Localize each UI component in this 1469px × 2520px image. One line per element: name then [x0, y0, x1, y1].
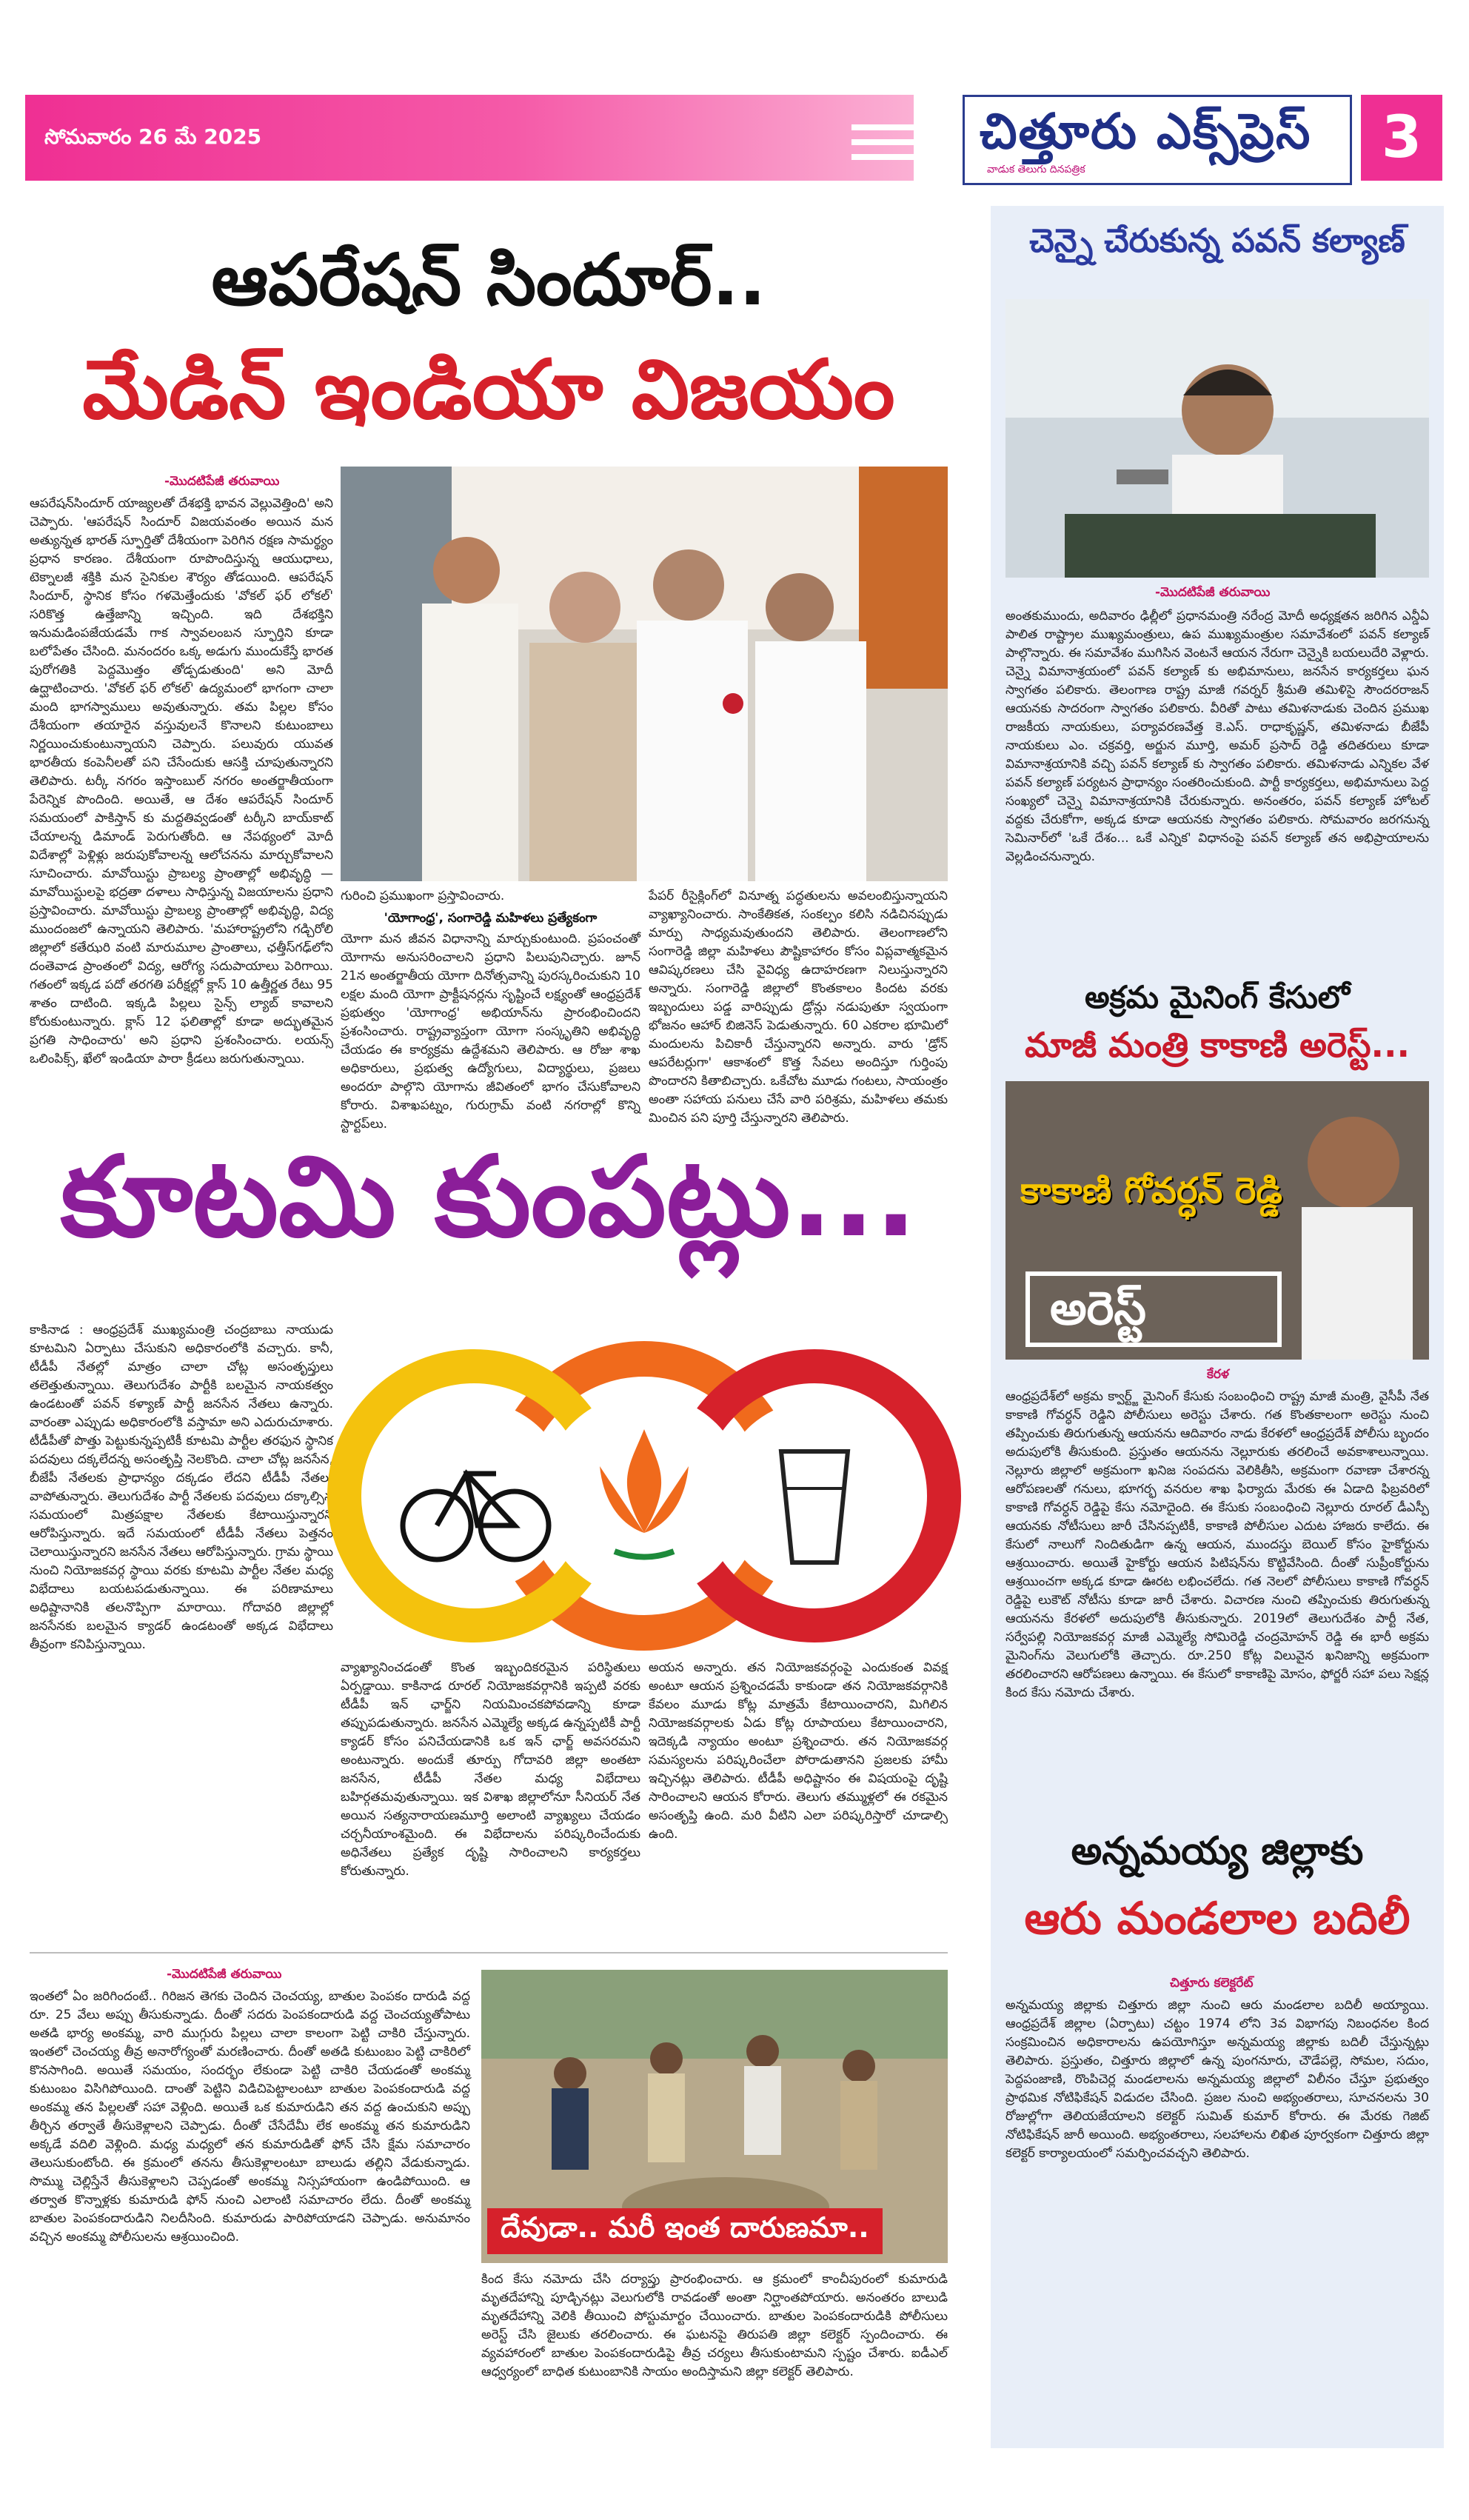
kakani-photo — [1005, 1081, 1429, 1360]
modi-photo — [341, 467, 948, 881]
story2-column-2: వ్యాఖ్యానించడంతో కొంత ఇబ్బందికరమైన పరిస్థితులు ఏర్పడ్డాయి. కాకినాడ రూరల్ నియోజకవర్గానికి ఇప్పటి వరకు టీడీపీ ఇన్ ఛార్జ్‌ని నియమించకపోవడాన్ని కూడా తప్పుపడుతున్నారు. జనసేన ఎమ్మెల్యే అక్కడ ఉన్నప్పటికీ పార్టీ క్యాడర్ కోసం పనిచేయడానికి ఒక ఇన్ ఛార్జ్ అవసరమని అంటున్నారు. అందుకే తూర్పు గోదావరి జిల్లా అంతటా జనసేన, టీడీపీ నేతల మధ్య విభేదాలు బహిర్గతమవుతున్నాయి. ఇక విశాఖ జిల్లాలోనూ సీనియర్ నేత అయిన సత్యనారాయణమూర్తి అలాంటి వ్యాఖ్యలు చేయడం చర్చనీయాంశమైంది. ఈ విభేదాలను పరిష్కరించేందుకు అధినేతలు ప్రత్యేక దృష్టి సారించాలని కార్యకర్తలు కోరుతున్నారు. — [341, 1660, 640, 1879]
issue-date: సోమవారం 26 మే 2025 — [44, 124, 262, 149]
party-symbols-graphic — [348, 1340, 940, 1651]
crime-scene-photo — [481, 1970, 948, 2263]
party-symbols-illustration — [348, 1340, 940, 1651]
kakani-photo-stamp: అరెస్ట్ — [1050, 1281, 1146, 1335]
sidebar-story3-body: అన్నమయ్య జిల్లాకు చిత్తూరు జిల్లా నుంచి ఆరు మండలాల బదిలీ అయ్యాయి. ఆంధ్రప్రదేశ్ జిల్లాల (ఏర్పాటు) చట్టం 1974 లోని 3వ విభాగపు నిబంధనల కింద సంక్రమించిన అధికారాలను ఉపయోగిస్తూ అన్నమయ్య జిల్లాకు బదిలీ చేస్తున్నట్లు తెలిపారు. ప్రస్తుతం, చిత్తూరు జిల్లాలో ఉన్న పుంగనూరు, చౌడేపల్లె, సోమల, సదుం, పెద్దపంజాణి, రొంపిచెర్ల మండలాలను అన్నమయ్య జిల్లాలో విలీనం చేస్తూ ప్రభుత్వం ప్రాథమిక నోటిఫికేషన్ విడుదల చేసింది. ప్రజల నుంచి అభ్యంతరాలు, సూచనలను 30 రోజుల్లోగా తెలియజేయాలని కలెక్టర్ సుమిత్ కుమార్ కోరారు. ఈ మేరకు గెజిట్ నోటిఫికేషన్ జారీ అయింది. అభ్యంతరాలు, సలహాలను లిఖిత పూర్వకంగా చిత్తూరు జిల్లా కలెక్టర్ కార్యాలయంలో సమర్పించవచ్చని తెలిపారు. — [1005, 1998, 1429, 2161]
story1-column-2: యోగా మన జీవన విధానాన్ని మార్చుకుంటుంది. ప్రపంచంతో యోగాను అనుసరించాలని ప్రధాని పిలుపునిచ్చారు. జూన్ 21న అంతర్జాతీయ యోగా దినోత్సవాన్ని పురస్కరించుకుని 10 లక్షల మంది యోగా ప్రాక్టీషనర్లను సృష్టించే లక్ష్యంతో ఆంధ్రప్రదేశ్ ప్రభుత్వం 'యోగాంధ్ర' అభియాన్‌ను ప్రారంభించిందని ప్రశంసించారు. రాష్ట్రవ్యాప్తంగా యోగా సంస్కృతిని అభివృద్ధి చేయడం ఈ కార్యక్రమ ఉద్దేశమని తెలిపారు. ఆ రోజు శాఖ అధికారులు, ప్రభుత్వ ఉద్యోగులు, విద్యార్థులు, ప్రజలు అందరూ పాల్గొని యోగాను జీవితంలో భాగం చేసుకోవాలని కోరారు. విశాఖపట్నం, గురుగ్రామ్ వంటి నగరాల్లో కొన్ని స్టార్టప్‌లు. — [341, 932, 640, 1132]
crime-photo-caption: దేవుడా.. మరీ ఇంత దారుణమా.. — [487, 2208, 883, 2254]
story1-credit: -మొదటిపేజీ తరువాయి — [164, 474, 280, 489]
story2-headline: కూటమి కుంపట్లు... — [60, 1133, 917, 1262]
sidebar-story1-body: అంతకుముందు, అదివారం ఢిల్లీలో ప్రధానమంత్రి నరేంద్ర మోదీ అధ్యక్షతన జరిగిన ఎన్డీఏ పాలిత రాష్ట్రాల ముఖ్యమంత్రులు, ఉప ముఖ్యమంత్రుల సమావేశంలో పవన్ కల్యాణ్ పాల్గొన్నారు. ఈ సమావేశం ముగిసిన వెంటనే ఆయన నేరుగా చెన్నైకి బయలుదేరి వెళ్లారు. చెన్నై విమానాశ్రయంలో పవన్ కల్యాణ్ కు అభిమానులు, జనసేన కార్యకర్తలు ఘన స్వాగతం పలికారు. తెలంగాణ రాష్ట్ర మాజీ గవర్నర్ శ్రీమతి తమిళిసై సౌందరరాజన్ ఆయనకు సాదరంగా స్వాగతం పలికారు. వీరితో పాటు తమిళనాడుకు చెందిన ప్రముఖ రాజకీయ నాయకులు, పర్యావరణవేత్త కె.ఎస్. రాధాకృష్ణన్, తమిళనాడు బీజేపీ నాయకులు ఎం. చక్రవర్తి, అర్జున మూర్తి, అమర్ ప్రసాద్ రెడ్డి తదితరులు కూడా విమానాశ్రయానికి వచ్చి పవన్ కల్యాణ్ కు స్వాగతం పలికారు. తమిళనాడు ఎన్నికల వేళ పవన్ కల్యాణ్ పర్యటన ప్రాధాన్యం సంతరించుకుంది. పార్టీ కార్యకర్తలు, అభిమానులు పెద్ద సంఖ్యలో చెన్నై విమానాశ్రయానికి చేరుకున్నారు. అనంతరం, పవన్ కల్యాణ్ హోటల్ వద్దకు చేరుకోగా, అక్కడ కూడా ఆయనకు స్వాగతం పలికారు. సోమవారం జరగనున్న సెమినార్‌లో 'ఒకే దేశం... ఒకే ఎన్నిక' విధానంపై పవన్ కల్యాణ్ తన అభిప్రాయాలను వెల్లడించనున్నారు. — [1005, 609, 1429, 864]
kakani-photo-title: కాకాణి గోవర్ధన్ రెడ్డి — [1020, 1170, 1282, 1211]
sidebar-story3-dateline: చిత్తూరు కలెక్టరేట్ — [1170, 1976, 1254, 1991]
masthead-title: చిత్తూరు ఎక్స్‌ప్రెస్ — [980, 103, 1312, 160]
section-divider — [30, 1952, 948, 1953]
sidebar-story2-kicker: అక్రమ మైనింగ్ కేసులో — [1084, 979, 1351, 1015]
pawan-kalyan-illustration — [1005, 299, 1429, 578]
story2-column-1: కాకినాడ : ఆంధ్రప్రదేశ్ ముఖ్యమంత్రి చంద్రబాబు నాయుడు కూటమిని ఏర్పాటు చేసుకుని అధికారంలోకి వచ్చారు. కానీ, టీడీపీ నేతల్లో మాత్రం చాలా చోట్ల అసంతృప్తులు తలెత్తుతున్నాయి. తెలుగుదేశం పార్టీకి బలమైన నాయకత్వం ఉండటంతో పవన్ కళ్యాణ్ పార్టీ జనసేన నేతలు ఉన్నారు. వారంతా ఎప్పుడు అధికారంలోకి వస్తామా అని ఎదురుచూశారు. టీడీపీతో పొత్తు పెట్టుకున్నప్పటికీ కూటమి పార్టీల తరఫున స్థానిక పదవులు దక్కలేదన్న అసంతృప్తి నెలకొంది. చాలా చోట్ల జనసేన, బీజేపీ నేతలకు ప్రాధాన్యం దక్కడం లేదని టీడీపీ నేతలు వాపోతున్నారు. తెలుగుదేశం పార్టీ నేతలకు పదవులు దక్కాల్సిన సమయంలో మిత్రపక్షాల నేతలకు కేటాయిస్తున్నారని ఆరోపిస్తున్నారు. ఇదే సమయంలో టీడీపీ నేతలు పెత్తనం చెలాయిస్తున్నారని జనసేన నేతలు ఆరోపిస్తున్నారు. గ్రామ స్థాయి నుంచి నియోజకవర్గ స్థాయి వరకు కూటమి పార్టీల నేతల మధ్య విభేదాలు బయటపడుతున్నాయి. ఈ పరిణామాలు అధిష్టానానికి తలనొప్పిగా మారాయి. గోదావరి జిల్లాల్లో జనసేనకు బలమైన క్యాడర్ ఉండటంతో అక్కడ విభేదాలు తీవ్రంగా కనిపిస్తున్నాయి. — [30, 1323, 333, 1652]
masthead-tagline: వాడుక తెలుగు దినపత్రిక — [987, 164, 1085, 176]
sidebar-story1-credit: -మొదటిపేజీ తరువాయి — [1155, 585, 1271, 600]
story1-column-3: పేపర్ రీసైక్లింగ్‌లో వినూత్న పద్ధతులను అవలంబిస్తున్నాయని వ్యాఖ్యానించారు. సాంకేతికత, సంకల్పం కలిసి నడిచినప్పుడు మార్పు సాధ్యమవుతుందని తెలిపారు. తెలంగాణలోని సంగారెడ్డి జిల్లా మహిళలు పౌష్టికాహారం కోసం విప్లవాత్మకమైన ఆవిష్కరణలు చేసి వైవిధ్య ఉదాహరణగా నిలుస్తున్నారని అన్నారు. సంగారెడ్డి జిల్లాలో కొంతకాలం కిందట వరకు ఇబ్బందులు పడ్డ వారిప్పుడు డ్రోన్లు నడుపుతూ స్వయంగా భోజనం ఆహార్ బిజినెస్ పెడుతున్నారు. 60 ఎకరాల భూమిలో మందులను పిచికారీ చేస్తున్నారని అన్నారు. వారు 'డ్రోన్ ఆపరేటర్లుగా' ఆకాశంలో కొత్త సేవలు అందిస్తూ గుర్తింపు పొందారని కితాబిచ్చారు. ఒకేచోట మూడు గంటలు, సాయంత్రం అంతా సహాయ పనులు చేసే వారి పరిశ్రమ, మహిళలు తమకు మించిన పని పూర్తి చేస్తున్నారని తెలిపారు. — [649, 889, 948, 1126]
masthead — [963, 95, 1352, 185]
sidebar-story3-subheadline: ఆరు మండలాల బదిలీ — [1024, 1893, 1411, 1945]
story3-column-1: ఇంతలో ఏం జరిగిందంటే.. గిరిజన తెగకు చెందిన చెంచయ్య, బాతుల పెంపకం దారుడి వద్ద రూ. 25 వేలు అప్పు తీసుకున్నాడు. దీంతో సదరు పెంపకందారుడి వద్ద చెంచయ్యతోపాటు అతడి భార్య అంకమ్మ, వారి ముగ్గురు పిల్లలు చాలా కాలంగా పెట్టి చాకిరి చేస్తున్నారు. ఇంతలో చెంచయ్య తీవ్ర అనారోగ్యంతో మరణించారు. దీంతో అతడి కుటుంబం పెట్టి చాకిరిలో కొనసాగింది. అయితే సమయం, సందర్భం లేకుండా పెట్టి చాకిరి చేయడంతో అంకమ్మ కుటుంబం విసిగిపోయింది. దాంతో పెట్టిని విడిచిపెట్టాలంటూ బాతుల పెంపకందారుడి వద్ద అంకమ్మ తన పిల్లలతో సహా వెళ్లింది. అయితే ఒక కుమారుడిని తన వద్ద ఉంచుకుని అప్పు తీర్చిన తర్వాతే తీసుకెళ్లాలని చెప్పాడు. దీంతో చేసేదేమీ లేక అంకమ్మ తన కుమారుడిని అక్కడే వదిలి వెళ్లింది. మధ్య మధ్యలో తన కుమారుడితో ఫోన్ చేసి క్షేమ సమాచారం తెలుసుకుంటోంది. ఈ క్రమంలో తనను తీసుకెళ్లాలంటూ బాలుడు తల్లిని వేడుకున్నాడు. సొమ్ము చెల్లిస్తేనే తీసుకెళ్లాలని చెప్పడంతో అంకమ్మ నిస్సహాయంగా ఉండిపోయింది. ఆ తర్వాత కొన్నాళ్లకు కుమారుడి ఫోన్ నుంచి ఎలాంటి సమాచారం లేదు. దీంతో అంకమ్మ బాతుల పెంపకందారుడిని నిలదీసింది. కుమారుడు పారిపోయాడని చెప్పాడు. అనుమానం వచ్చిన అంకమ్మ పోలీసులను ఆశ్రయించింది. — [30, 1989, 470, 2245]
sidebar-story2-body: ఆంధ్రప్రదేశ్‌లో అక్రమ క్వార్ట్జ్ మైనింగ్ కేసుకు సంబంధించి రాష్ట్ర మాజీ మంత్రి, వైసీపీ నేత కాకాణి గోవర్ధన్ రెడ్డిని పోలీసులు అరెస్టు చేశారు. గత కొంతకాలంగా అరెస్టు నుంచి తప్పించుకు తిరుగుతున్న ఆయనను ఆదివారం నాడు కేరళలో ఆంధ్రప్రదేశ్ పోలీసు బృందం అదుపులోకి తీసుకుంది. ప్రస్తుతం ఆయనను నెల్లూరుకు తరలించే అవకాశాలున్నాయి. నెల్లూరు జిల్లాలో అక్రమంగా ఖనిజ సంపదను వెలికితీసి, అక్రమంగా రవాణా చేశారన్న ఆరోపణలతో గనులు, భూగర్భ వనరుల శాఖ ఫిర్యాదు మేరకు ఈ ఏడాది ఫిబ్రవరిలో కాకాణి గోవర్ధన్ రెడ్డిపై కేసు నమోదైంది. ఈ కేసుకు సంబంధించి నెల్లూరు రూరల్ డీఎస్పీ ఆయనకు నోటీసులు జారీ చేసినప్పటికీ, కాకాణి పోలీసుల ఎదుట హాజరు కాలేదు. ఈ కేసులో నాలుగో నిందితుడిగా ఉన్న ఆయన, ముందస్తు బెయిల్ కోసం హైకోర్టును ఆశ్రయించారు. అయితే హైకోర్టు ఆయన పిటిషన్‌ను కొట్టివేసింది. దీంతో సుప్రీంకోర్టును ఆశ్రయించగా అక్కడ కూడా ఊరట లభించలేదు. గత నెలలో పోలీసులు కాకాణి గోవర్ధన్ రెడ్డిపై లుకౌట్ నోటీసు కూడా జారీ చేశారు. విచారణ నుంచి తప్పించుకు తిరుగుతున్న ఆయనను కేరళలో అదుపులోకి తీసుకున్నారు. 2019లో తెలుగుదేశం పార్టీ నేత, సర్వేపల్లి నియోజకవర్గ మాజీ ఎమ్మెల్యే సోమిరెడ్డి చంద్రమోహన్ రెడ్డి ఈ భారీ అక్రమ మైనింగ్‌ను వెలుగులోకి తెచ్చారు. రూ.250 కోట్ల విలువైన ఖనిజాన్ని అక్రమంగా తరలించారని ఆరోపణలు ఉన్నాయి. ఈ కేసులో కాకాణిపై మోసం, ఫోర్జరీ సహా పలు సెక్షన్ల కింద కేసు నమోదు చేశారు. — [1005, 1389, 1429, 1700]
sidebar-story3-headline: అన్నమయ్య జిల్లాకు — [1071, 1829, 1364, 1874]
header-stripe — [851, 154, 948, 160]
story3-column-2: కింద కేసు నమోదు చేసి దర్యాప్తు ప్రారంభించారు. ఆ క్రమంలో కాంచీపురంలో కుమారుడి మృతదేహాన్ని పూడ్చినట్లు వెలుగులోకి రావడంతో అంతా నిర్ఘాంతపోయారు. అనంతరం బాలుడి మృతదేహాన్ని వెలికి తీయించి పోస్టుమార్టం చేయించారు. బాతుల పెంపకందారుడికి పోలీసులు అరెస్ట్ చేసి జైలుకు తరలించారు. ఈ ఘటనపై తిరుపతి జిల్లా కలెక్టర్ స్పందించారు. ఈ వ్యవహారంలో బాతుల పెంపకందారుడిపై తీవ్ర చర్యలు తీసుకుంటామని స్పష్టం చేశారు. ఐడీఎల్ ఆధ్వర్యంలో బాధిత కుటుంబానికి సాయం అందిస్తామని జిల్లా కలెక్టర్ తెలిపారు. — [481, 2272, 948, 2379]
header-stripe — [851, 139, 948, 145]
modi-photo-illustration — [341, 467, 948, 881]
story1-subheadline: మేడిన్ ఇండియా విజయం — [82, 342, 895, 437]
sidebar-story1-headline: చెన్నై చేరుకున్న పవన్ కల్యాణ్ — [1029, 222, 1405, 260]
story1-column-1: ఆపరేషన్‌సిందూర్ యాజ్యలతో దేశభక్తి భావన వెల్లువెత్తింది' అని చెప్పారు. 'ఆపరేషన్ సిందూర్ విజయవంతం అయిన మన అత్యున్నత భారత్ స్ఫూర్తితో దేశీయంగా పెరిగిన రక్షణ సామర్థ్యం ప్రధాన కారణం. దేశీయంగా రూపొందిస్తున్న ఆయుధాలు, టెక్నాలజీ శక్తికి మన సైనికుల శౌర్యం తోడయింది. ఆపరేషన్ సిందూర్, స్థానిక కోసం గళమెత్తేందుకు 'వోకల్ ఫర్ లోకల్' సరికొత్త ఉత్తేజాన్ని ఇచ్చింది. ఇది దేశభక్తిని ఇనుమడింపజేయడమే గాక స్వావలంబన స్ఫూర్తిని కూడా బలోపేతం చేసింది. మనందరం ఒక్క అడుగు ముందుకేస్తే భారత పురోగతికి పెద్దమొత్తం తోడ్పడుతుంది' అని మోదీ ఉద్ఘాటించారు. 'వోకల్ ఫర్ లోకల్' ఉద్యమంలో భాగంగా చాలా మంది భాగస్వాములు అవుతున్నారు. తమ పిల్లల కోసం దేశీయంగా తయారైన వస్తువులనే కొనాలని కుటుంబాలు నిర్ణయించుకుంటున్నాయని చెప్పారు. పలువురు యువత భారతీయ కంపెనీలతో పని చేసేందుకు ఆసక్తి చూపుతున్నారని తెలిపారు. టర్కీ నగరం ఇస్తాంబుల్ నగరం అంతర్జాతీయంగా పేరెన్నిక పొందింది. అయితే, ఆ దేశం ఆపరేషన్ సిందూర్ సమయంలో పాకిస్తాన్ కు మద్దతివ్వడంతో టర్కీని బాయ్‌కాట్ చేయాలన్న డిమాండ్ పెరుగుతోంది. ఆ నేపథ్యంలో మోదీ విదేశాల్లో పెళ్లిళ్లు జరుపుకోవాలన్న ఆలోచనను మార్చుకోవాలని సూచించారు. మావోయిస్టు ప్రాబల్య ప్రాంతాల్లో అభివృద్ధి — మావోయిస్టులపై భద్రతా దళాలు సాధిస్తున్న విజయాలను ప్రధాని ప్రస్తావించారు. మావోయిస్టు ప్రాబల్య ప్రాంతాల్లో అభివృద్ధి, విద్య ముందంజలో ఉన్నాయని తెలిపారు. 'మహారాష్ట్రలోని గడ్చిరోలి జిల్లాలో కతేఝరి వంటి మారుమూల ప్రాంతాలు, ఛత్తీస్‌గఢ్‌లోని దంతెవాడ ప్రాంతంలో విద్య, ఆరోగ్య సదుపాయాలు పెరిగాయి. గతంలో ఇక్కడ పదో తరగతి పరీక్షల్లో క్లాస్ 10 ఉత్తీర్ణత రేటు 95 శాతం దాటింది. ఇక్కడి పిల్లలు సైన్స్ ల్యాబ్ కావాలని కోరుకుంటున్నారు. క్లాస్ 12 ఫలితాల్లో కూడా అద్భుతమైన ప్రగతి సాధించారు' అని ప్రధాని ప్రశంసించారు. లయన్స్ ఒలింపిక్స్, ఖేలో ఇండియా పారా క్రీడలు జరుగుతున్నాయి. — [30, 496, 333, 1066]
pawan-kalyan-photo — [1005, 299, 1429, 578]
sidebar-story2-headline: మాజీ మంత్రి కాకాణి అరెస్ట్... — [1025, 1025, 1410, 1065]
sidebar-story2-dateline: కేరళ — [1207, 1367, 1229, 1382]
story1-column-2-subhead: 'యోగాంధ్ర', సంగారెడ్డి మహిళలు ప్రత్యేకంగా — [384, 911, 598, 926]
story3-credit: -మొదటిపేజీ తరువాయి — [167, 1967, 282, 1982]
header-stripe — [851, 124, 948, 130]
page-number: 3 — [1361, 95, 1442, 181]
story1-headline: ఆపరేషన్ సిందూర్.. — [211, 238, 766, 321]
story2-column-3: అయన అన్నారు. తన నియోజకవర్గంపై ఎందుకంత వివక్ష అంటూ ఆయన ప్రశ్నించడమే కాకుండా తన నియోజకవర్గానికి కేవలం మూడు కోట్ల మాత్రమే కేటాయించారని, మిగిలిన నియోజకవర్గాలకు ఏడు కోట్ల రూపాయలు కేటాయించారని, ఇదెక్కడి న్యాయం అంటూ ప్రశ్నించారు. తన నియోజకవర్గ సమస్యలను పరిష్కరించేలా పోరాడుతానని ప్రజలకు హామీ ఇచ్చినట్లు తెలిపారు. టీడీపీ అధిష్టానం ఈ విషయంపై దృష్టి సారించాలని ఆయన కోరారు. తెలుగు తమ్ముళ్లలో ఈ రకమైన అసంతృప్తి ఉంది. మరి వీటిని ఎలా పరిష్కరిస్తారో చూడాల్సి ఉంది. — [649, 1660, 948, 1842]
story1-column-2-lead: గురించి ప్రముఖంగా ప్రస్తావించారు. — [341, 889, 505, 903]
